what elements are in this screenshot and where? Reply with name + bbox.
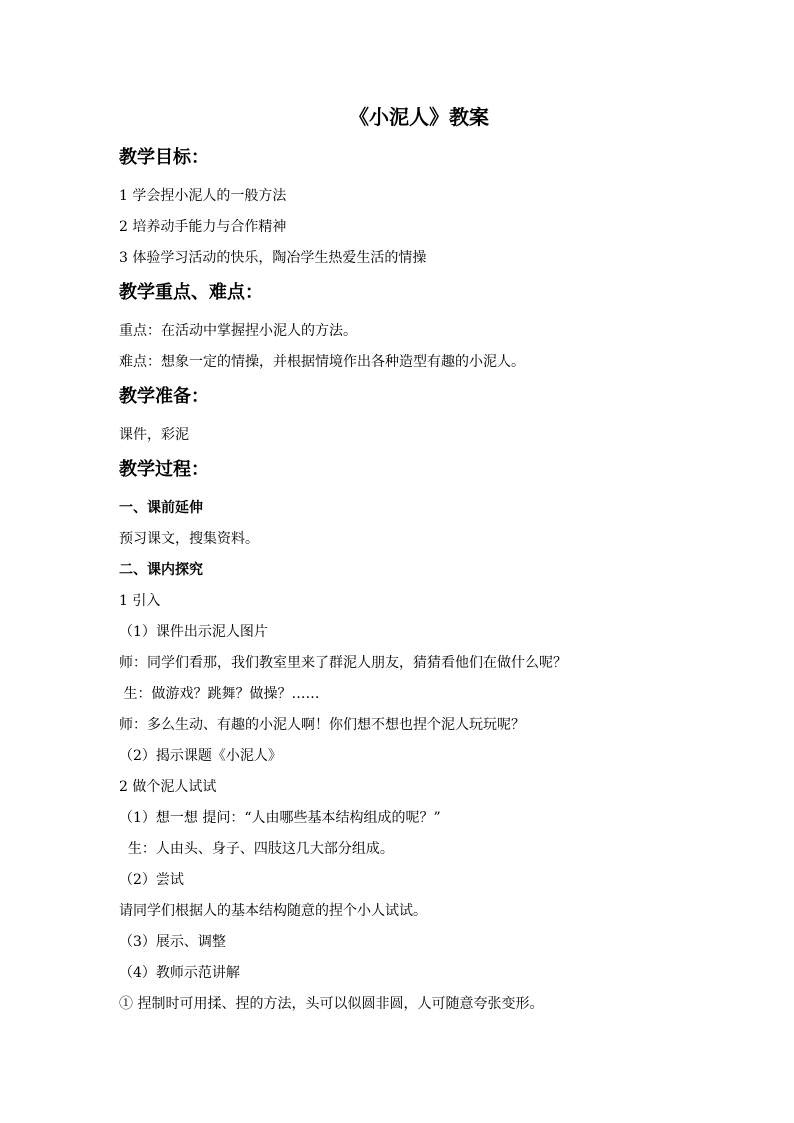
process-section-1-text: 预习课文，搜集资料。 [119, 531, 259, 547]
goal-item-3: 3 体验学习活动的快乐，陶冶学生热爱生活的情操 [119, 250, 427, 266]
goal-item-2: 2 培养动手能力与合作精神 [119, 219, 287, 235]
document-title: 《小泥人》教案 [349, 105, 489, 129]
process-section-2-heading: 二、课内探究 [119, 562, 203, 578]
process-line: 生：人由头、身子、四肢这几大部分组成。 [119, 841, 394, 857]
document-page [119, 100, 679, 1025]
prep-text: 课件，彩泥 [119, 427, 189, 443]
process-line: （2）尝试 [119, 872, 184, 888]
goal-item-1: 1 学会捏小泥人的一般方法 [119, 188, 287, 204]
process-line: 生：做游戏？跳舞？做操？…… [119, 686, 320, 702]
process-line: （3）展示、调整 [119, 934, 226, 950]
process-line: 师：同学们看那，我们教室里来了群泥人朋友，猜猜看他们在做什么呢？ [119, 655, 567, 671]
process-line: 师：多么生动、有趣的小泥人啊！你们想不想也捏个泥人玩玩呢？ [119, 717, 525, 733]
process-line: （1）课件出示泥人图片 [119, 624, 268, 640]
keypoint-focus: 重点：在活动中掌握捏小泥人的方法。 [119, 323, 357, 339]
goals-heading: 教学目标： [119, 147, 209, 168]
process-line: ① 捏制时可用揉、捏的方法，头可以似圆非圆，人可随意夸张变形。 [119, 996, 544, 1012]
process-line: （4）教师示范讲解 [119, 965, 240, 981]
keypoints-heading: 教学重点、难点： [119, 282, 263, 303]
process-line: 2 做个泥人试试 [119, 779, 217, 795]
process-line: （1）想一想 提问：“人由哪些基本结构组成的呢？” [119, 810, 441, 826]
process-heading: 教学过程： [119, 459, 209, 480]
process-section-1-heading: 一、课前延伸 [119, 500, 203, 516]
prep-heading: 教学准备： [119, 386, 209, 407]
keypoint-difficulty: 难点：想象一定的情操，并根据情境作出各种造型有趣的小泥人。 [119, 354, 525, 370]
process-line: （2）揭示课题《小泥人》 [119, 748, 282, 764]
process-line: 1 引入 [119, 593, 161, 609]
process-line: 请同学们根据人的基本结构随意的捏个小人试试。 [119, 903, 427, 919]
